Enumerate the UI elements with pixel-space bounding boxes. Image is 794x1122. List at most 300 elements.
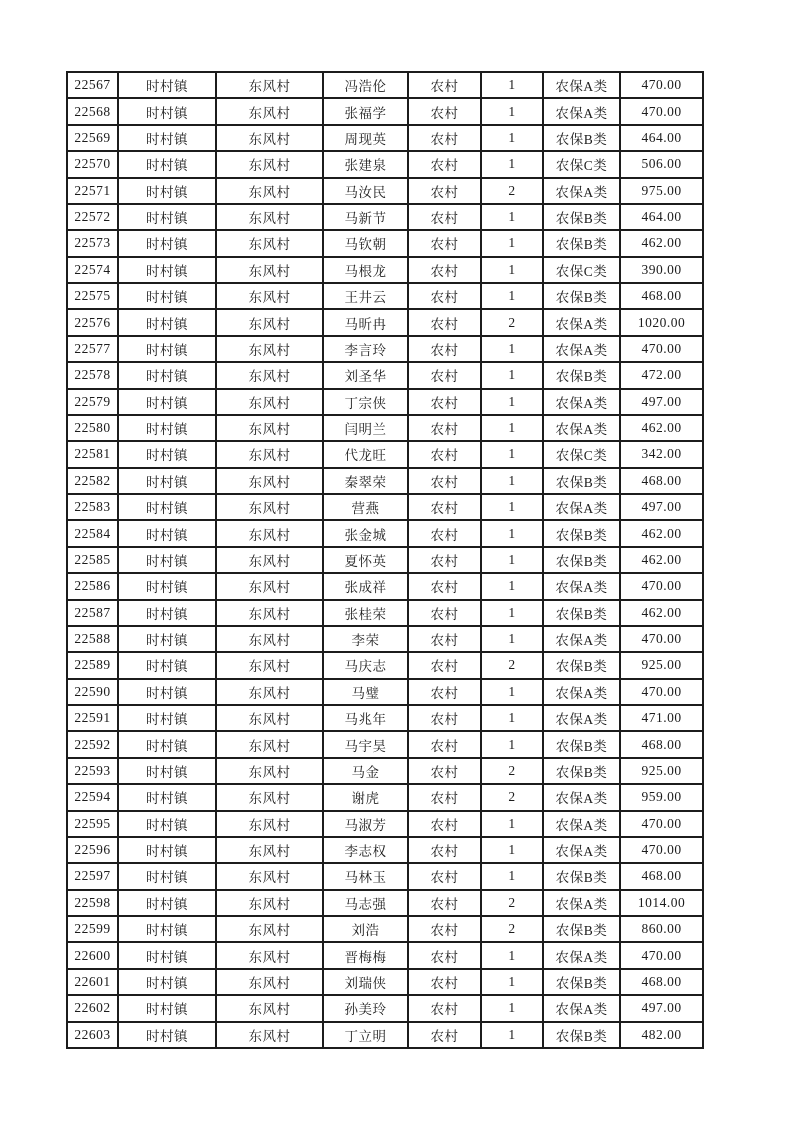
cell-name: 冯浩伦	[323, 72, 408, 98]
cell-person_count: 1	[481, 520, 543, 546]
cell-person_count: 2	[481, 178, 543, 204]
cell-town: 时村镇	[118, 626, 216, 652]
cell-insurance_category: 农保B类	[543, 600, 620, 626]
cell-village: 东风村	[216, 283, 323, 309]
cell-residence_type: 农村	[408, 98, 481, 124]
table-row	[67, 336, 703, 362]
cell-village: 东风村	[216, 257, 323, 283]
cell-town: 时村镇	[118, 811, 216, 837]
cell-town: 时村镇	[118, 547, 216, 573]
cell-town: 时村镇	[118, 916, 216, 942]
cell-insurance_category: 农保A类	[543, 494, 620, 520]
cell-village: 东风村	[216, 468, 323, 494]
cell-amount: 1020.00	[620, 309, 703, 335]
table-row	[67, 309, 703, 335]
cell-person_count: 2	[481, 784, 543, 810]
cell-insurance_category: 农保B类	[543, 125, 620, 151]
cell-amount: 468.00	[620, 731, 703, 757]
cell-name: 马兆年	[323, 705, 408, 731]
cell-amount: 464.00	[620, 204, 703, 230]
cell-insurance_category: 农保B类	[543, 468, 620, 494]
cell-id: 22573	[67, 230, 118, 256]
cell-residence_type: 农村	[408, 731, 481, 757]
cell-person_count: 1	[481, 362, 543, 388]
cell-village: 东风村	[216, 151, 323, 177]
cell-residence_type: 农村	[408, 863, 481, 889]
cell-residence_type: 农村	[408, 679, 481, 705]
cell-id: 22571	[67, 178, 118, 204]
cell-name: 李荣	[323, 626, 408, 652]
cell-name: 马昕冉	[323, 309, 408, 335]
cell-person_count: 1	[481, 811, 543, 837]
cell-village: 东风村	[216, 573, 323, 599]
cell-insurance_category: 农保A类	[543, 178, 620, 204]
cell-village: 东风村	[216, 98, 323, 124]
cell-id: 22588	[67, 626, 118, 652]
cell-village: 东风村	[216, 520, 323, 546]
cell-person_count: 1	[481, 98, 543, 124]
cell-name: 张福学	[323, 98, 408, 124]
table-row	[67, 995, 703, 1021]
cell-name: 马宇昊	[323, 731, 408, 757]
cell-town: 时村镇	[118, 731, 216, 757]
cell-village: 东风村	[216, 626, 323, 652]
cell-amount: 482.00	[620, 1022, 703, 1049]
cell-amount: 464.00	[620, 125, 703, 151]
cell-id: 22581	[67, 441, 118, 467]
cell-amount: 462.00	[620, 600, 703, 626]
cell-residence_type: 农村	[408, 151, 481, 177]
cell-name: 马金	[323, 758, 408, 784]
cell-id: 22599	[67, 916, 118, 942]
cell-amount: 925.00	[620, 758, 703, 784]
cell-village: 东风村	[216, 784, 323, 810]
cell-residence_type: 农村	[408, 942, 481, 968]
cell-town: 时村镇	[118, 72, 216, 98]
cell-amount: 468.00	[620, 969, 703, 995]
cell-amount: 470.00	[620, 837, 703, 863]
cell-person_count: 2	[481, 890, 543, 916]
cell-town: 时村镇	[118, 204, 216, 230]
cell-id: 22593	[67, 758, 118, 784]
cell-name: 张成祥	[323, 573, 408, 599]
table-row	[67, 125, 703, 151]
cell-insurance_category: 农保A类	[543, 890, 620, 916]
cell-amount: 462.00	[620, 415, 703, 441]
cell-town: 时村镇	[118, 705, 216, 731]
cell-name: 夏怀英	[323, 547, 408, 573]
table-row	[67, 573, 703, 599]
table-row	[67, 204, 703, 230]
cell-village: 东风村	[216, 1022, 323, 1049]
cell-residence_type: 农村	[408, 520, 481, 546]
cell-residence_type: 农村	[408, 204, 481, 230]
cell-insurance_category: 农保C类	[543, 441, 620, 467]
cell-amount: 860.00	[620, 916, 703, 942]
cell-person_count: 2	[481, 758, 543, 784]
cell-residence_type: 农村	[408, 178, 481, 204]
cell-name: 马根龙	[323, 257, 408, 283]
cell-person_count: 1	[481, 415, 543, 441]
cell-village: 东风村	[216, 415, 323, 441]
cell-residence_type: 农村	[408, 784, 481, 810]
cell-residence_type: 农村	[408, 573, 481, 599]
cell-residence_type: 农村	[408, 916, 481, 942]
cell-village: 东风村	[216, 547, 323, 573]
cell-name: 丁宗侠	[323, 389, 408, 415]
cell-id: 22580	[67, 415, 118, 441]
cell-name: 李志权	[323, 837, 408, 863]
cell-id: 22601	[67, 969, 118, 995]
cell-person_count: 1	[481, 705, 543, 731]
cell-id: 22578	[67, 362, 118, 388]
cell-amount: 470.00	[620, 811, 703, 837]
cell-name: 营燕	[323, 494, 408, 520]
cell-person_count: 1	[481, 336, 543, 362]
cell-insurance_category: 农保B类	[543, 520, 620, 546]
cell-residence_type: 农村	[408, 1022, 481, 1049]
cell-id: 22594	[67, 784, 118, 810]
table-row	[67, 626, 703, 652]
cell-name: 马新节	[323, 204, 408, 230]
cell-person_count: 1	[481, 441, 543, 467]
cell-insurance_category: 农保B类	[543, 283, 620, 309]
cell-person_count: 1	[481, 151, 543, 177]
cell-residence_type: 农村	[408, 336, 481, 362]
cell-village: 东风村	[216, 72, 323, 98]
cell-residence_type: 农村	[408, 995, 481, 1021]
cell-person_count: 1	[481, 837, 543, 863]
cell-residence_type: 农村	[408, 230, 481, 256]
cell-insurance_category: 农保B类	[543, 652, 620, 678]
table-row	[67, 679, 703, 705]
cell-village: 东风村	[216, 362, 323, 388]
cell-residence_type: 农村	[408, 494, 481, 520]
cell-amount: 390.00	[620, 257, 703, 283]
cell-name: 刘瑞侠	[323, 969, 408, 995]
table-row	[67, 441, 703, 467]
cell-amount: 462.00	[620, 520, 703, 546]
cell-id: 22597	[67, 863, 118, 889]
cell-village: 东风村	[216, 995, 323, 1021]
cell-id: 22587	[67, 600, 118, 626]
cell-village: 东风村	[216, 600, 323, 626]
cell-amount: 471.00	[620, 705, 703, 731]
cell-id: 22592	[67, 731, 118, 757]
cell-insurance_category: 农保A类	[543, 573, 620, 599]
cell-insurance_category: 农保B类	[543, 758, 620, 784]
cell-village: 东风村	[216, 309, 323, 335]
cell-residence_type: 农村	[408, 283, 481, 309]
cell-town: 时村镇	[118, 98, 216, 124]
cell-insurance_category: 农保C类	[543, 151, 620, 177]
cell-town: 时村镇	[118, 863, 216, 889]
cell-residence_type: 农村	[408, 415, 481, 441]
cell-town: 时村镇	[118, 362, 216, 388]
cell-town: 时村镇	[118, 178, 216, 204]
cell-amount: 470.00	[620, 942, 703, 968]
cell-village: 东风村	[216, 705, 323, 731]
table-row	[67, 942, 703, 968]
cell-residence_type: 农村	[408, 547, 481, 573]
cell-name: 周现英	[323, 125, 408, 151]
cell-id: 22570	[67, 151, 118, 177]
cell-town: 时村镇	[118, 942, 216, 968]
cell-town: 时村镇	[118, 494, 216, 520]
table-row	[67, 969, 703, 995]
cell-town: 时村镇	[118, 309, 216, 335]
cell-insurance_category: 农保A类	[543, 995, 620, 1021]
cell-residence_type: 农村	[408, 600, 481, 626]
cell-residence_type: 农村	[408, 652, 481, 678]
cell-person_count: 1	[481, 969, 543, 995]
table-row	[67, 731, 703, 757]
cell-town: 时村镇	[118, 468, 216, 494]
cell-id: 22575	[67, 283, 118, 309]
cell-person_count: 1	[481, 204, 543, 230]
cell-town: 时村镇	[118, 441, 216, 467]
cell-insurance_category: 农保B类	[543, 204, 620, 230]
cell-id: 22595	[67, 811, 118, 837]
cell-insurance_category: 农保A类	[543, 415, 620, 441]
cell-insurance_category: 农保B类	[543, 731, 620, 757]
cell-residence_type: 农村	[408, 811, 481, 837]
cell-residence_type: 农村	[408, 626, 481, 652]
cell-name: 谢虎	[323, 784, 408, 810]
table-row	[67, 178, 703, 204]
cell-amount: 470.00	[620, 626, 703, 652]
table-row	[67, 837, 703, 863]
cell-amount: 470.00	[620, 336, 703, 362]
cell-name: 马志强	[323, 890, 408, 916]
cell-id: 22596	[67, 837, 118, 863]
table-row	[67, 389, 703, 415]
cell-name: 孙美玲	[323, 995, 408, 1021]
cell-village: 东风村	[216, 389, 323, 415]
cell-village: 东风村	[216, 679, 323, 705]
cell-insurance_category: 农保A类	[543, 72, 620, 98]
cell-person_count: 1	[481, 389, 543, 415]
table-row	[67, 600, 703, 626]
cell-id: 22602	[67, 995, 118, 1021]
table-row	[67, 283, 703, 309]
cell-person_count: 1	[481, 125, 543, 151]
cell-id: 22586	[67, 573, 118, 599]
cell-insurance_category: 农保A类	[543, 389, 620, 415]
cell-town: 时村镇	[118, 995, 216, 1021]
cell-residence_type: 农村	[408, 837, 481, 863]
table-row	[67, 890, 703, 916]
table-row	[67, 230, 703, 256]
cell-amount: 497.00	[620, 995, 703, 1021]
cell-residence_type: 农村	[408, 309, 481, 335]
cell-person_count: 2	[481, 309, 543, 335]
cell-person_count: 1	[481, 600, 543, 626]
cell-insurance_category: 农保B类	[543, 863, 620, 889]
cell-name: 马钦朝	[323, 230, 408, 256]
cell-residence_type: 农村	[408, 758, 481, 784]
cell-id: 22584	[67, 520, 118, 546]
cell-residence_type: 农村	[408, 125, 481, 151]
cell-village: 东风村	[216, 494, 323, 520]
cell-amount: 462.00	[620, 230, 703, 256]
table-row	[67, 1022, 703, 1049]
cell-name: 代龙旺	[323, 441, 408, 467]
cell-town: 时村镇	[118, 573, 216, 599]
cell-id: 22583	[67, 494, 118, 520]
cell-village: 东风村	[216, 863, 323, 889]
cell-amount: 470.00	[620, 72, 703, 98]
cell-village: 东风村	[216, 890, 323, 916]
cell-town: 时村镇	[118, 151, 216, 177]
cell-insurance_category: 农保A类	[543, 811, 620, 837]
cell-amount: 462.00	[620, 547, 703, 573]
cell-residence_type: 农村	[408, 468, 481, 494]
cell-person_count: 1	[481, 731, 543, 757]
cell-amount: 470.00	[620, 679, 703, 705]
cell-person_count: 1	[481, 573, 543, 599]
table-row	[67, 863, 703, 889]
cell-town: 时村镇	[118, 389, 216, 415]
cell-name: 张桂荣	[323, 600, 408, 626]
cell-id: 22603	[67, 1022, 118, 1049]
cell-person_count: 2	[481, 652, 543, 678]
table-row	[67, 257, 703, 283]
cell-person_count: 1	[481, 72, 543, 98]
cell-amount: 975.00	[620, 178, 703, 204]
cell-residence_type: 农村	[408, 257, 481, 283]
cell-residence_type: 农村	[408, 705, 481, 731]
cell-person_count: 1	[481, 626, 543, 652]
table-row	[67, 98, 703, 124]
cell-amount: 472.00	[620, 362, 703, 388]
cell-name: 张建泉	[323, 151, 408, 177]
cell-town: 时村镇	[118, 336, 216, 362]
cell-id: 22579	[67, 389, 118, 415]
cell-village: 东风村	[216, 125, 323, 151]
cell-amount: 468.00	[620, 863, 703, 889]
cell-person_count: 1	[481, 230, 543, 256]
cell-town: 时村镇	[118, 652, 216, 678]
cell-town: 时村镇	[118, 283, 216, 309]
cell-amount: 468.00	[620, 468, 703, 494]
cell-person_count: 1	[481, 257, 543, 283]
cell-name: 晋梅梅	[323, 942, 408, 968]
cell-amount: 497.00	[620, 389, 703, 415]
cell-id: 22582	[67, 468, 118, 494]
table-row	[67, 652, 703, 678]
cell-village: 东风村	[216, 652, 323, 678]
cell-insurance_category: 农保A类	[543, 98, 620, 124]
cell-village: 东风村	[216, 731, 323, 757]
cell-insurance_category: 农保A类	[543, 942, 620, 968]
table-row	[67, 468, 703, 494]
cell-village: 东风村	[216, 969, 323, 995]
cell-person_count: 1	[481, 468, 543, 494]
cell-person_count: 1	[481, 547, 543, 573]
cell-person_count: 1	[481, 863, 543, 889]
table-row	[67, 415, 703, 441]
cell-amount: 497.00	[620, 494, 703, 520]
cell-amount: 468.00	[620, 283, 703, 309]
cell-town: 时村镇	[118, 257, 216, 283]
cell-name: 丁立明	[323, 1022, 408, 1049]
table-body	[67, 72, 703, 1048]
cell-insurance_category: 农保B类	[543, 362, 620, 388]
table-row	[67, 547, 703, 573]
cell-amount: 470.00	[620, 573, 703, 599]
cell-amount: 1014.00	[620, 890, 703, 916]
cell-insurance_category: 农保B类	[543, 547, 620, 573]
cell-insurance_category: 农保A类	[543, 837, 620, 863]
cell-village: 东风村	[216, 204, 323, 230]
cell-town: 时村镇	[118, 969, 216, 995]
table-row	[67, 916, 703, 942]
cell-village: 东风村	[216, 441, 323, 467]
cell-village: 东风村	[216, 758, 323, 784]
cell-amount: 470.00	[620, 98, 703, 124]
cell-town: 时村镇	[118, 230, 216, 256]
table-row	[67, 151, 703, 177]
cell-town: 时村镇	[118, 890, 216, 916]
cell-town: 时村镇	[118, 600, 216, 626]
cell-name: 秦翠荣	[323, 468, 408, 494]
cell-village: 东风村	[216, 336, 323, 362]
table-row	[67, 705, 703, 731]
cell-insurance_category: 农保C类	[543, 257, 620, 283]
cell-residence_type: 农村	[408, 72, 481, 98]
cell-id: 22589	[67, 652, 118, 678]
cell-person_count: 2	[481, 916, 543, 942]
cell-insurance_category: 农保A类	[543, 784, 620, 810]
cell-person_count: 1	[481, 679, 543, 705]
cell-village: 东风村	[216, 916, 323, 942]
cell-name: 马林玉	[323, 863, 408, 889]
cell-insurance_category: 农保A类	[543, 679, 620, 705]
cell-id: 22590	[67, 679, 118, 705]
cell-village: 东风村	[216, 178, 323, 204]
cell-amount: 506.00	[620, 151, 703, 177]
cell-insurance_category: 农保A类	[543, 705, 620, 731]
cell-amount: 959.00	[620, 784, 703, 810]
table-row	[67, 362, 703, 388]
cell-insurance_category: 农保B类	[543, 1022, 620, 1049]
cell-id: 22569	[67, 125, 118, 151]
table-row	[67, 784, 703, 810]
cell-id: 22591	[67, 705, 118, 731]
cell-town: 时村镇	[118, 520, 216, 546]
cell-name: 马庆志	[323, 652, 408, 678]
table-row	[67, 520, 703, 546]
cell-town: 时村镇	[118, 758, 216, 784]
cell-person_count: 1	[481, 283, 543, 309]
cell-town: 时村镇	[118, 679, 216, 705]
cell-residence_type: 农村	[408, 441, 481, 467]
cell-id: 22576	[67, 309, 118, 335]
cell-id: 22567	[67, 72, 118, 98]
cell-residence_type: 农村	[408, 389, 481, 415]
cell-insurance_category: 农保B类	[543, 969, 620, 995]
cell-village: 东风村	[216, 942, 323, 968]
cell-person_count: 1	[481, 942, 543, 968]
cell-name: 马汝民	[323, 178, 408, 204]
table-row	[67, 811, 703, 837]
cell-name: 张金城	[323, 520, 408, 546]
cell-town: 时村镇	[118, 1022, 216, 1049]
cell-insurance_category: 农保A类	[543, 309, 620, 335]
cell-person_count: 1	[481, 995, 543, 1021]
cell-insurance_category: 农保A类	[543, 626, 620, 652]
